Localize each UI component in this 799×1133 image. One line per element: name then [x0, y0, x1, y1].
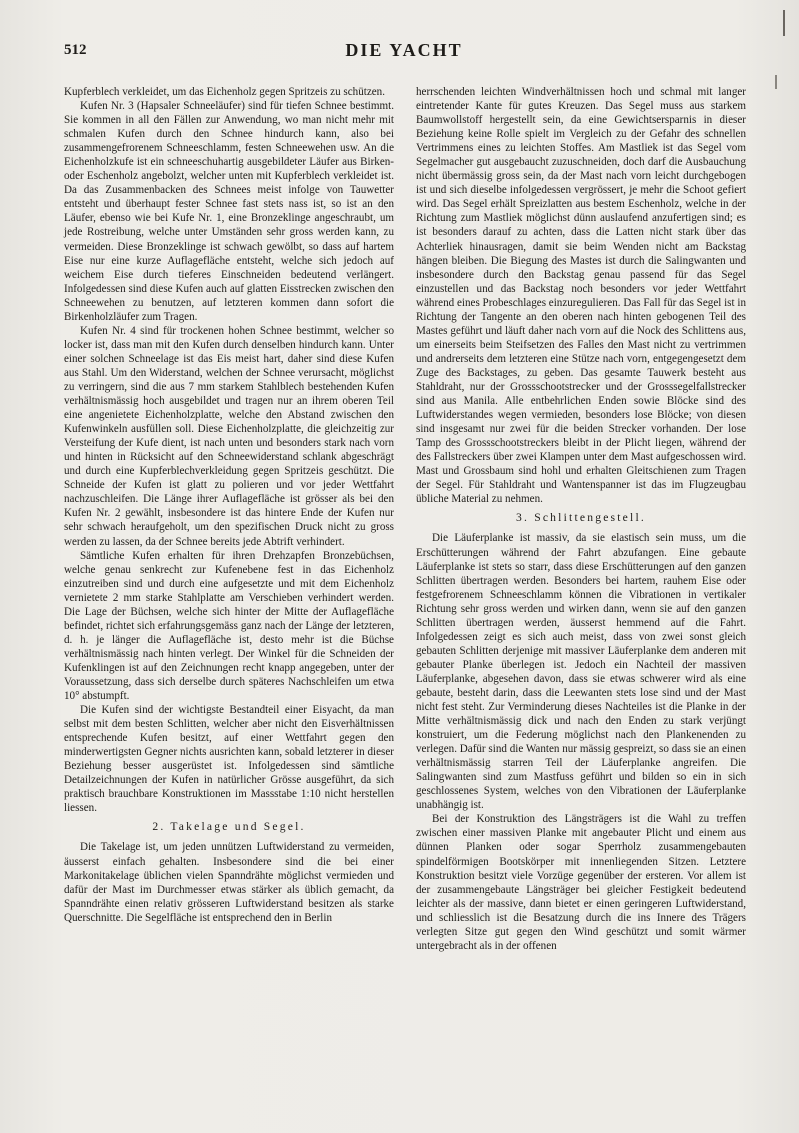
section-heading: 3. Schlittengestell. — [516, 511, 646, 525]
paragraph: herrschenden leichten Windverhältnissen hoch und schmal mit langer eintretender Kante für gutes Kreuzen. Das Segel muss aus starkem Baumwollstoff hergestellt sein, da eine Gewichtsersparnis in dieser Beziehung keine Rolle spielt im Vergleich zu der Gefahr des schnellen Vertrimmens eines zu leichten Stoffes. Am Mastliek ist das Segel vom Segelmacher gut ausgebaucht zuzuschneiden, doch darf die Ausbauchung nicht übermässig gross sein, da der Mast nach vorn leicht durchgebogen ist und sich dieselbe infolgedessen vergrössert, je mehr die Schoot gefiert wird. Das Segel erhält Spreizlatten aus bestem Eschenholz, welche in der Richtung zum Mastliek möglichst dünn auslaufend anzufertigen sind; es ist besonders darauf zu achten, dass die Latten nicht stark über das Achterliek hinausragen, damit sie beim Wenden nicht am Backstag hängen bleiben. Die Biegung des Mastes ist durch die Salingwanten und insbesondere durch den Backstag genau passend für das Segel einzustellen und das Backstag noch besonders vor jeder Wettfahrt während eines Probeschlages einzuregulieren. Das Fall für das Segel ist in Richtung der Tangente an den oberen nach hinten gebogenen Teil des Mastes geführt und läuft daher nach vorn auf die Nock des Schlittens aus, um einerseits beim Steifsetzen des Falles den Mast nicht zu vertrimmen und andrerseits dem letzteren eine Stütze nach vorn, entgegengesetzt dem Zuge des Backstages, zu geben. Das gesamte Tauwerk besteht aus Stahldraht, nur der Grossschootstrecker und der Grosssegelfallstrecker sind aus Manila. Alle entbehrlichen Enden sowie Blöcke sind des Luftwiderstandes wegen vermieden, besonders lose Blöcke; von diesen sind insgesamt nur zwei für die beiden Strecker vorhanden. Der lose Tamp des Grossschootstreckers bleibt in der Plicht liegen, während der des Fallstreckers über zwei Klampen unter dem Mast aufgeschossen wird. Mast und Grossbaum sind hohl und erhalten Gleitschienen zum Tragen der Segel. Für Stahldraht und Wantenspanner ist das im Flugzeugbau übliche Material zu nehmen. — [416, 86, 746, 506]
page-header — [64, 40, 744, 66]
right-column — [416, 85, 746, 953]
paragraph: Kupferblech verkleidet, um das Eichenholz gegen Spritzeis zu schützen. — [64, 86, 385, 98]
paragraph: Die Läuferplanke ist massiv, da sie elastisch sein muss, um die Erschütterungen während der Fahrt abzufangen. Eine gebaute Läuferplanke ist stets so starr, dass diese Erschütterungen auf den ganzen Schlitten übertragen werden. Besonders bei hartem, rauhem Eise oder festgefrorenem Schneeschlamm können die Vibrationen in vertikaler Richtung sehr gross werden und wirken dann, wenn sie auf den ganzen Schlitten übertragen werden, äusserst hemmend auf die Fahrt. Infolgedessen zeigt es sich auch meist, dass von zwei sonst gleich gebauten Schlitten derjenige mit massiver Läuferplanke dem anderen mit gebauter Planke überlegen ist. Jedoch ein Nachteil der massiven Läuferplanke, abgesehen davon, dass sie etwas schwerer wird als eine gebaute, besteht darin, dass die Leewanten stets lose sind und der Mast nicht fest steht. Zur Verminderung dieses Nachteiles ist die Planke in der Mitte verhältnismässig dick und nach den Enden zu stark verjüngt konstruiert, um die Federung möglichst nach den Plankenenden zu verlegen. Dafür sind die Wanten nur mässig gespreizt, so dass sie an einen verhältnismässig starren Teil der Läuferplanke angreifen. Die Salingwanten sind zum Mastfuss geführt und bilden so ein in sich geschlossenes System, welches von den Vibrationen der Läuferplanke unabhängig ist. — [416, 532, 746, 812]
paragraph: Kufen Nr. 4 sind für trockenen hohen Schnee bestimmt, welcher so locker ist, dass man mit den Kufen durch denselben hindurch kann. Unter einer solchen Schneelage ist das Eis meist hart, daher sind diese Kufen aus Stahl. Um den Widerstand, welchen der Schnee verursacht, möglichst zu verringern, sind die aus 7 mm starkem Stahlblech bestehenden Kufen verhältnismässig hoch ausgebildet und tragen nur an ihrem oberen Teil eine angenietete Eichenholzplatte, welche den Abstand zwischen den Kufenwinkeln ausfüllen soll. Diese Eichenholzplatte, die gleichzeitig zur Versteifung der Kufe dient, ist nach unten und besonders stark nach vorn und hinten in Rücksicht auf den Schneewiderstand schlank abgeschrägt und durch eine Kupferblechverkleidung gegen Spritzeis geschützt. Die Schneide der Kufen ist glatt zu polieren und vor jeder Wettfahrt nachzuschleifen. Die Länge ihrer Auflagefläche ist grösser als bei den Kufen Nr. 2 gewählt, insbesondere ist das hintere Ende der Kufen nur sehr schwach heraufgeholt, um den spezifischen Druck nicht zu gross werden zu lassen, da der Schnee bereits jede Abtrift verhindert. — [64, 324, 394, 548]
running-title: DIE YACHT — [345, 40, 463, 60]
paragraph: Kufen Nr. 3 (Hapsaler Schneeläufer) sind für tiefen Schnee bestimmt. Sie kommen in all den Fällen zur Anwendung, wo man nicht mehr mit schmalen Kufen durch den Schnee hindurch kann, also bei zusammengefrorenem Schneeschlamm, festen Schneewehen usw. An die Eichenholzkufe ist ein schneeschuhartig ausgebildeter Läufer aus Birken- oder Eschenholz angebolzt, welcher unten mit Kupferblech verkleidet ist. Da das Zusammenbacken des Schnees meist infolge von Tauwetter entsteht und überhaupt fester Schnee fast stets nass ist, so ist an den Läufer, ebenso wie bei Kufe Nr. 1, eine Bronzeklinge angeschraubt, um jede Rostreibung, welche unter Umständen sehr gross werden kann, zu vermeiden. Diese Bronzeklinge ist schwach gewölbt, so dass auf hartem Eise nur eine kurze Auflagefläche entsteht, welche sich jedoch auf weichem Eise durch tieferes Einschneiden bedeutend verlängert. Infolgedessen sind diese Kufen auch auf glatten Eisstrecken zwischen den Schneewehen zu benutzen, auf letzteren kommen dann sofort die Birkenholzläufer zum Tragen. — [64, 100, 394, 323]
scan-edge-mark — [775, 75, 777, 89]
scan-edge-mark — [783, 10, 785, 36]
paragraph: Sämtliche Kufen erhalten für ihren Drehzapfen Bronzebüchsen, welche genau senkrecht zur Kufenebene fest in das Eichenholz einzutreiben sind und durch eine aufgesetzte und mit dem Eichenholz vernietete 2 mm starke Stahlplatte am Verschieben verhindert werden. Die Lage der Büchsen, welche sich hinter der Mitte der Auflagefläche befindet, richtet sich erfahrungsgemäss ganz nach der Länge der letzteren, d. h. je länger die Auflagefläche ist, desto mehr ist die Büchse verhältnismässig nach hinten verlegt. Der Winkel für die Schneiden der Kufenklingen ist auf den Zeichnungen recht knapp angegeben, unter der Voraussetzung, dass sich derselbe durch späteres Nachschleifen um etwa 10° abstumpft. — [64, 549, 394, 703]
left-column — [64, 85, 394, 925]
paragraph: Die Kufen sind der wichtigste Bestandteil einer Eisyacht, da man selbst mit dem besten Schlitten, welcher aber nicht den Eisverhältnissen entsprechende Kufen besitzt, auf einer Wettfahrt gegen den minderwertigsten Gegner nichts ausrichten kann, sobald letzterer in dieser Beziehung besser ausgerüstet ist. Infolgedessen sind sämtliche Detailzeichnungen der Kufen in natürlicher Grösse ausgeführt, da sich praktisch brauchbare Konstruktionen im Massstabe 1:10 nicht herstellen liessen. — [64, 704, 394, 815]
paragraph: Die Takelage ist, um jeden unnützen Luftwiderstand zu vermeiden, äusserst einfach gehalten. Insbesondere sind die bei einer Markonitakelage üblichen vielen Spanndrähte möglichst vermieden und dafür der Mast im Durchmesser etwas stärker als üblich gemacht, da Spanndrähte einen relativ grösseren Luftwiderstand besitzen als starke Querschnitte. Die Segelfläche ist entsprechend den in Berlin — [64, 841, 394, 924]
section-heading: 2. Takelage und Segel. — [152, 820, 306, 834]
paragraph: Bei der Konstruktion des Längsträgers ist die Wahl zu treffen zwischen einer massiven Planke mit angebauter Plicht und einem aus dünnen Planken oder sogar Sperrholz zusammengebauten spindelförmigen Bootskörper mit innenliegenden Sitzen. Letztere Konstruktion besitzt viele Vorzüge gegenüber der ersteren. Vor allem ist der zusammengebaute Längsträger bei gleicher Festigkeit bedeutend leichter als der massive, dann bietet er einen geringeren Luftwiderstand, und schliesslich ist die Besatzung durch die ins Innere des Trägers verlegten Sitze gut gegen den Wind geschützt und somit wärmer untergebracht als in der offenen — [416, 813, 746, 952]
page-number: 512 — [64, 42, 87, 58]
